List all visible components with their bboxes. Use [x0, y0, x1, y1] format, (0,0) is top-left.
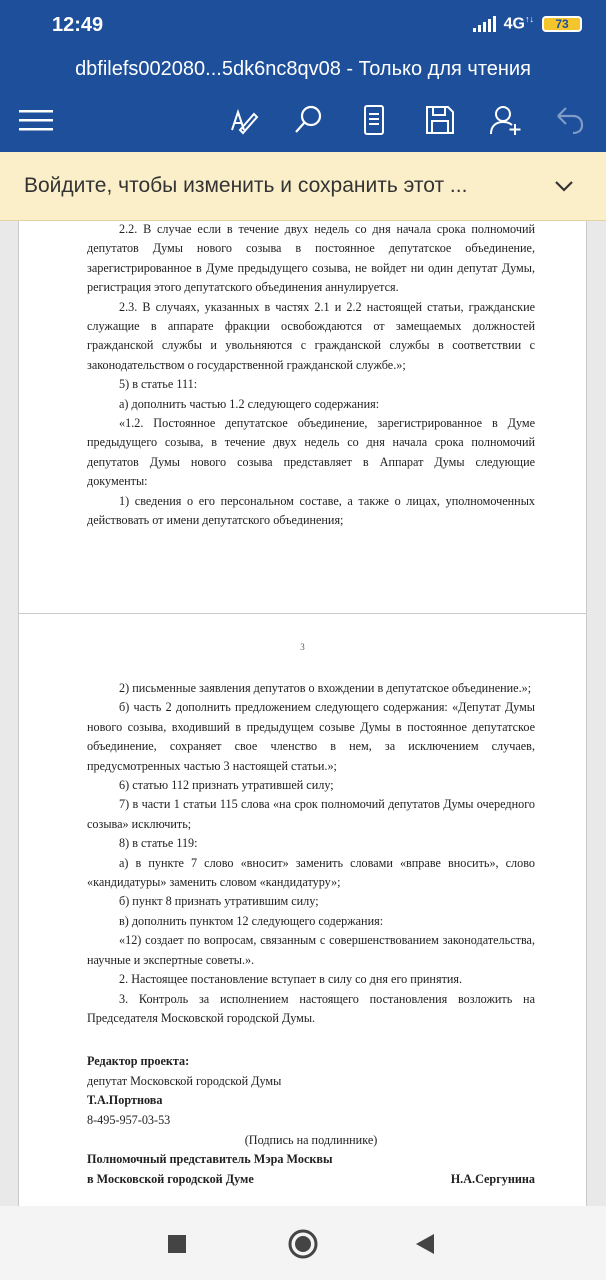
system-nav-bar — [0, 1206, 606, 1280]
status-time: 12:49 — [52, 14, 104, 36]
document-page — [18, 221, 587, 614]
undo-button[interactable] — [546, 94, 594, 146]
app-bar — [0, 52, 606, 152]
back-button[interactable] — [405, 1224, 445, 1264]
menu-icon — [19, 108, 53, 132]
search-icon — [292, 104, 324, 136]
paragraph: а) в пункте 7 слово «вносит» заменить словами «вправе вносить», слово «кандидатуры» заменить словом «кандидатуру»; — [87, 855, 535, 890]
status-bar — [0, 0, 606, 52]
paragraph: 2. Настоящее постановление вступает в силу со дня его принятия. — [119, 972, 463, 987]
recents-square-icon — [167, 1234, 187, 1254]
network-type: 4G↑↓ — [503, 14, 534, 33]
save-icon — [424, 104, 456, 136]
editor-phone: 8-495-957-03-53 — [87, 1112, 171, 1127]
signin-banner[interactable] — [0, 152, 606, 221]
page-content — [87, 221, 535, 531]
representative-row — [87, 1170, 535, 1189]
document-viewer[interactable] — [0, 221, 606, 1206]
representative-title-line2: в Московской городской Думе — [87, 1171, 254, 1186]
paragraph: 3. Контроль за исполнением настоящего постановления возложить на Председателя Московской городской Думы. — [87, 991, 535, 1025]
signin-message: Войдите, чтобы изменить и сохранить этот ... — [24, 174, 468, 197]
status-indicators — [473, 14, 582, 33]
page-content — [87, 679, 535, 1189]
paragraph: 5) в статье 111: — [119, 377, 198, 392]
editor-label: Редактор проекта: — [87, 1054, 190, 1069]
paragraph: 8) в статье 119: — [119, 836, 198, 851]
paragraph: «1.2. Постоянное депутатское объединение, зарегистрированное в Думе предыдущего созыва, в течение двух недель со дня начала срока полномочий депутатов Думы нового созыва представляет в Аппарат Думы следующие документы: — [87, 416, 535, 489]
signal-icon — [473, 16, 496, 32]
undo-icon — [555, 105, 585, 135]
paragraph: а) дополнить частью 1.2 следующего содержания: — [119, 396, 380, 411]
paragraph: 6) статью 112 признать утратившей силу; — [119, 778, 334, 793]
network-label: 4G — [503, 15, 525, 33]
share-button[interactable] — [482, 94, 530, 146]
editor-name: Т.А.Портнова — [87, 1093, 163, 1108]
paragraph: «12) создает по вопросам, связанным с совершенствованием законодательства, научные и экспертные советы.». — [87, 933, 535, 967]
search-button[interactable] — [284, 94, 332, 146]
reading-view-button[interactable] — [350, 94, 398, 146]
representative-title: Полномочный представитель Мэра Москвы — [87, 1152, 333, 1167]
menu-button[interactable] — [12, 94, 60, 146]
paragraph: б) часть 2 дополнить предложением следующего содержания: «Депутат Думы нового созыва, входивший в предыдущем созыве Думы в постоянное депутатское объединение, сохраняет свое членство в нем, за исключением случаев, предусмотренных частью 3 настоящей статьи.»; — [87, 700, 535, 773]
original-signature-note: (Подпись на подлиннике) — [244, 1132, 378, 1147]
paragraph: 7) в части 1 статьи 115 слова «на срок полномочий депутатов Думы очередного созыва» исключить; — [87, 797, 535, 831]
save-button[interactable] — [416, 94, 464, 146]
document-page — [18, 613, 587, 1206]
page-number: 3 — [300, 642, 305, 652]
signature-block — [87, 1052, 535, 1189]
document-title: dbfilefs002080...5dk6nc8qv08 - Только для чтения — [75, 58, 531, 80]
chevron-down-icon — [554, 180, 574, 192]
home-circle-icon — [287, 1228, 319, 1260]
paragraph: 2.2. В случае если в течение двух недель со дня начала срока полномочий депутатов Думы нового созыва в постоянное депутатское объединение, зарегистрированное в Думе предыдущего созыва, не войдет ни один депутат Думы, регистрация этого депутатского объединения аннулируется. — [87, 222, 535, 295]
battery-icon — [542, 16, 582, 32]
toolbar — [0, 94, 606, 146]
editor-position: депутат Московской городской Думы — [87, 1073, 282, 1088]
share-person-icon — [489, 104, 523, 136]
back-triangle-icon — [414, 1232, 436, 1256]
edit-button[interactable] — [220, 94, 268, 146]
paragraph: 2.3. В случаях, указанных в частях 2.1 и 2.2 настоящей статьи, гражданские служащие в аппарате фракции освобождаются от замещаемых должностей гражданской службы и увольняются с гражданской службы в соответствии с законодательством о государственной гражданской службе.»; — [87, 299, 535, 372]
recents-button[interactable] — [157, 1224, 197, 1264]
home-button[interactable] — [283, 1224, 323, 1264]
battery-level: 73 — [555, 16, 569, 31]
expand-banner-button[interactable] — [550, 172, 578, 200]
representative-name: Н.А.Сергунина — [450, 1171, 535, 1186]
paragraph: 2) письменные заявления депутатов о вхождении в депутатское объединение.»; — [119, 681, 532, 695]
paragraph: б) пункт 8 признать утратившим силу; — [119, 894, 319, 909]
reading-view-icon — [362, 104, 386, 136]
edit-pen-icon — [228, 104, 260, 136]
paragraph: в) дополнить пунктом 12 следующего содержания: — [119, 913, 384, 928]
paragraph: 1) сведения о его персональном составе, а также о лицах, уполномоченных действовать от имени депутатского объединения; — [87, 493, 535, 528]
